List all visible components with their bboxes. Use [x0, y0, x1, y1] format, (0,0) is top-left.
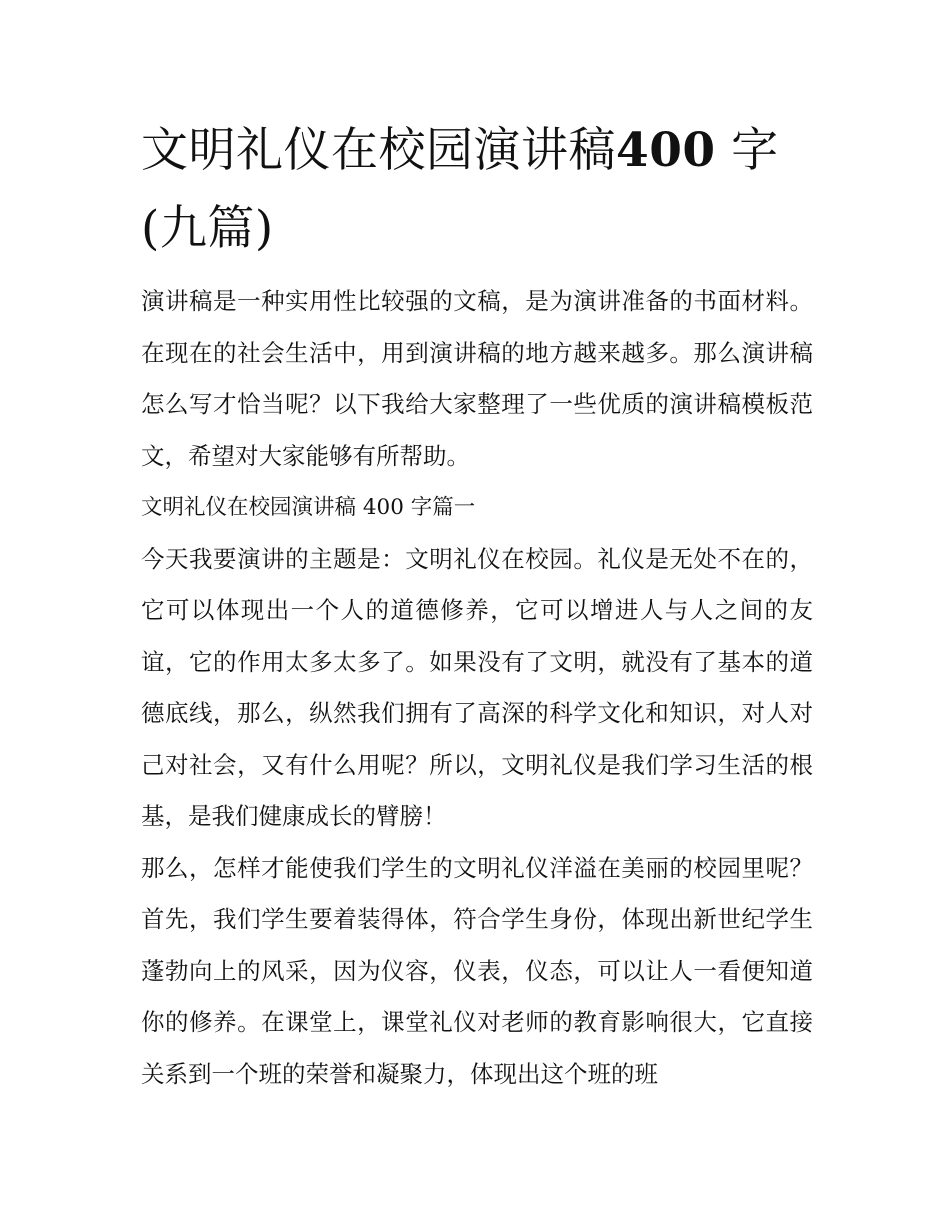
document-title [141, 112, 831, 268]
section-heading: 文明礼仪在校园演讲稿 400 字篇一 [141, 495, 476, 520]
body-paragraph-1: 今天我要演讲的主题是：文明礼仪在校园。礼仪是无处不在的，它可以体现出一个人的道德修养，它可以增进人与人之间的友谊，它的作用太多太多了。如果没有了文明，就没有了基本的道德底线，那么，纵然我们拥有了高深的科学文化和知识，对人对己对社会，又有什么用呢？所以，文明礼仪是我们学习生活的根基，是我们健康成长的臂膀！ [141, 544, 813, 830]
document-body [141, 276, 813, 1100]
title-prefix: 文明礼仪在校园演讲稿 [141, 123, 616, 178]
intro-paragraph: 演讲稿是一种实用性比较强的文稿，是为演讲准备的书面材料。在现在的社会生活中，用到演讲稿的地方越来越多。那么演讲稿怎么写才恰当呢？以下我给大家整理了一些优质的演讲稿模板范文，希望对大家能够有所帮助。 [141, 287, 813, 470]
title-number: 400 [616, 123, 716, 178]
title-suffix: 字(九篇) [141, 123, 779, 256]
body-paragraph-2: 那么，怎样才能使我们学生的文明礼仪洋溢在美丽的校园里呢？首先，我们学生要着装得体，符合学生身份，体现出新世纪学生蓬勃向上的风采，因为仪容，仪表，仪态，可以让人一看便知道你的修养。在课堂上，课堂礼仪对老师的教育影响很大，它直接关系到一个班的荣誉和凝聚力，体现出这个班的班 [141, 853, 813, 1088]
